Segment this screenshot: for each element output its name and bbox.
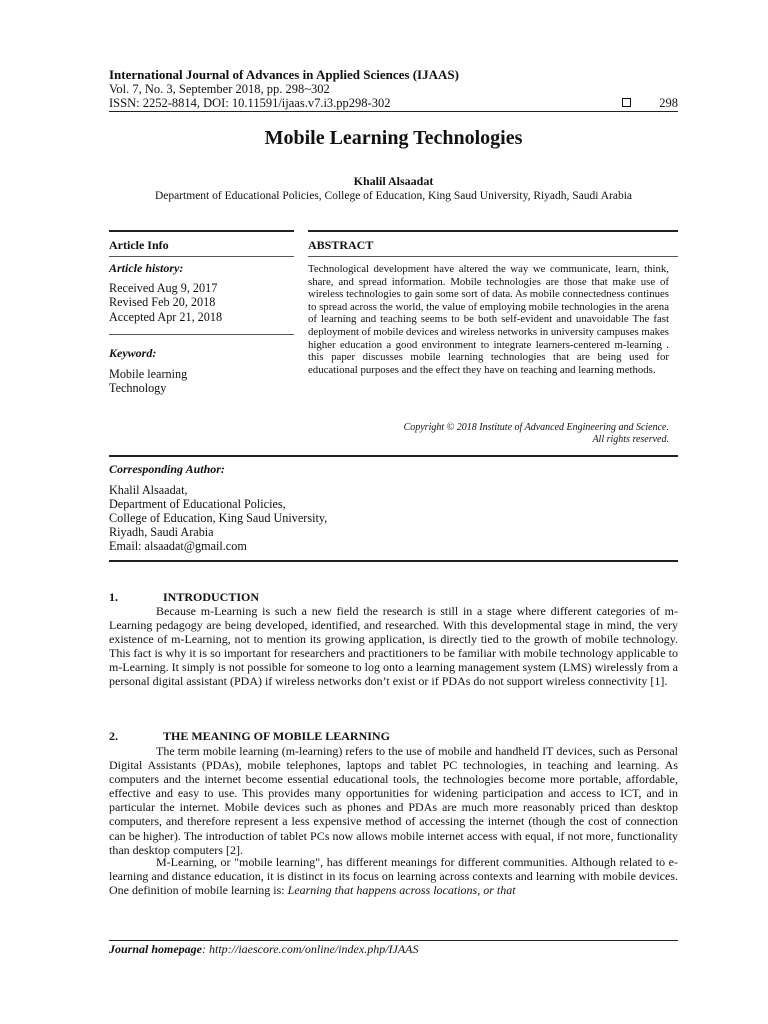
section-title: THE MEANING OF MOBILE LEARNING — [163, 729, 390, 743]
page-number: 298 — [659, 96, 678, 110]
keyword-item: Technology — [109, 381, 167, 396]
section-heading — [109, 590, 259, 604]
homepage-label: Journal homepage — [109, 942, 203, 956]
copyright-line: Copyright © 2018 Institute of Advanced Engineering and Science. — [403, 422, 669, 433]
section-title: INTRODUCTION — [163, 590, 260, 604]
abstract-text: Technological development have altered the way we communicate, learn, think, share, and spread information. Mobile technologies are those that make use of wireless technologies to gain some sort of data. As mobile connectedness continues to spread across the world, the value of employing mobile technologies in the arena of learning and teaching seems to be both self-evident and unavoidable The fast deployment of mobile devices and wireless networks in university campuses makes higher education a good environment to integrate learners-centered m-learning . this paper discusses mobile learning technologies that are being used for educational purposes and the effect they have on teaching and learning methods. — [308, 263, 670, 376]
corresponding-author-label: Corresponding Author: — [109, 462, 225, 476]
homepage-colon: : — [202, 942, 210, 956]
revised-date: Revised Feb 20, 2018 — [109, 295, 216, 310]
corresponding-name: Khalil Alsaadat, — [109, 483, 188, 497]
journal-name: International Journal of Advances in Applied Sciences (IJAAS) — [109, 67, 459, 82]
article-info-top-rule — [109, 230, 294, 232]
author-affiliation: Department of Educational Policies, College of Education, King Saud University, Riyadh, Saudi Arabia — [154, 190, 633, 202]
article-history-label: Article history: — [109, 261, 184, 275]
section-paragraph: The term mobile learning (m-learning) refers to the use of mobile and handheld IT devices, such as Personal Digital Assistants (PDAs), mobile telephones, laptops and tablet PC technologies, in teaching and learning. As computers and the internet become essential educational tools, the technologies become more portable, affordable, effective and easy to use. This provides many opportunities for widening participation and access to ICT, and in particular the internet. Mobile devices such as phones and PDAs are much more reasonably priced than desktop computers, and therefore represent a less expensive method of accessing the internet (though the cost of connection can be higher). The introduction of tablet PCs now allows mobile internet access with equal, if not more, functionality than desktop computers [2]. — [109, 744, 678, 857]
article-info-heading: Article Info — [109, 238, 169, 252]
abstract-heading: ABSTRACT — [308, 238, 374, 252]
volume-info: Vol. 7, No. 3, September 2018, pp. 298~302 — [109, 82, 330, 96]
abstract-top-rule — [308, 230, 678, 232]
paper-title: Mobile Learning Technologies — [264, 127, 523, 149]
keyword-list — [109, 367, 187, 396]
header-rule — [109, 111, 678, 112]
journal-homepage — [109, 942, 419, 956]
homepage-url[interactable]: http://iaescore.com/online/index.php/IJAAS — [209, 942, 419, 956]
paragraph-text: M-Learning, or "mobile learning", has different meanings for different communities. Although related to e-learning and distance education, it is distinct in its focus on learning across contexts and learning with mobile devices. One definition of mobile learning is: — [109, 855, 678, 898]
section-number: 2. — [109, 729, 118, 743]
issn-doi: ISSN: 2252-8814, DOI: 10.11591/ijaas.v7.i3.pp298-302 — [109, 96, 391, 110]
footer-rule — [109, 940, 678, 941]
keyword-label: Keyword: — [109, 346, 157, 360]
corresponding-dept: Department of Educational Policies, — [109, 497, 286, 511]
accepted-date: Accepted Apr 21, 2018 — [109, 309, 223, 324]
history-divider — [109, 334, 294, 335]
received-date: Received Aug 9, 2017 — [109, 281, 218, 295]
definition-text: Learning that happens across locations, or that — [287, 883, 516, 898]
square-bullet-icon — [622, 98, 631, 107]
history-dates — [109, 281, 222, 324]
section-paragraph: Because m-Learning is such a new field the research is still in a stage where different categories of m-Learning pedagogy are being developed, identified, and researched. With this developmental stage in mind, the very existence of m-Learning, not to mention its growing application, is directly tied to the growth of mobile technology. This fact is why it is so important for researchers and practitioners to be familiar with mobile technology applicable to m-Learning. It simply is not possible for someone to log onto a learning management system (LMS) wirelessly from a personal digital assistant (PDA) if wireless networks don’t exist or if PDAs do not support wireless connectivity [1]. — [109, 604, 678, 689]
corresponding-email: Email: alsaadat@gmail.com — [109, 539, 247, 553]
section-heading — [109, 729, 390, 743]
corresponding-college: College of Education, King Saud University, — [109, 511, 328, 525]
keyword-item: Mobile learning — [109, 367, 188, 381]
abstract-divider — [308, 256, 678, 257]
rights-line: All rights reserved. — [592, 434, 669, 445]
copyright-notice — [308, 422, 669, 446]
article-info-divider — [109, 256, 294, 257]
corresponding-location: Riyadh, Saudi Arabia — [109, 525, 214, 539]
section-paragraph — [109, 855, 678, 897]
author-name: Khalil Alsaadat — [353, 174, 434, 188]
corresponding-bottom-rule — [109, 560, 678, 562]
corresponding-top-rule — [109, 455, 678, 457]
section-number: 1. — [109, 590, 118, 604]
corresponding-author-details — [109, 483, 327, 553]
